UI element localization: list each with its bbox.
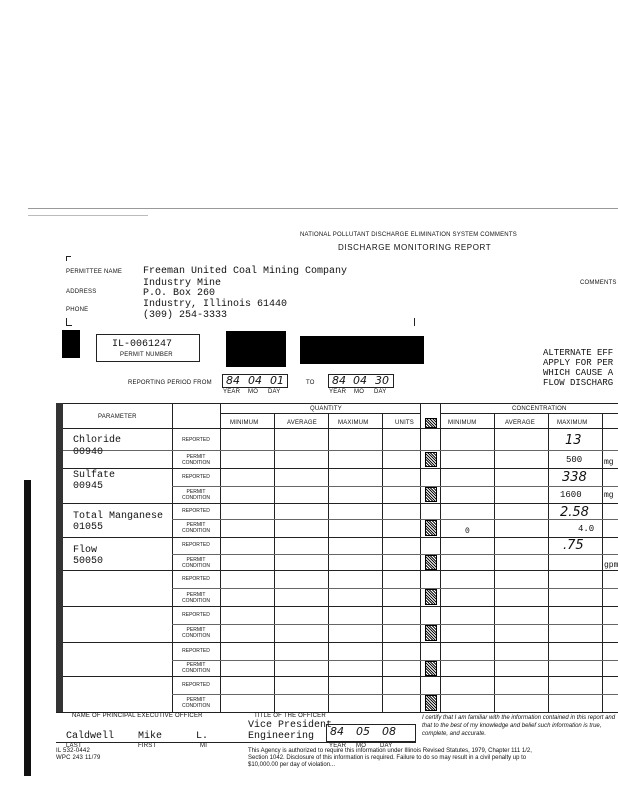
row-rule bbox=[63, 450, 618, 451]
from-day-label: DAY bbox=[268, 389, 281, 395]
first-label: FIRST bbox=[138, 743, 157, 749]
col-line bbox=[602, 413, 603, 713]
reported-label: REPORTED bbox=[182, 437, 210, 443]
hatched-cell bbox=[425, 487, 437, 502]
reporting-period-label: REPORTING PERIOD FROM bbox=[128, 380, 212, 386]
quantity-min-header: MINIMUM bbox=[230, 420, 259, 426]
to-month-label: MO bbox=[354, 389, 365, 395]
phone-label: PHONE bbox=[66, 307, 89, 313]
conc-avg-header: AVERAGE bbox=[505, 420, 535, 426]
signature-day: 08 bbox=[382, 725, 396, 738]
permit-condition-label: PERMIT CONDITION bbox=[181, 662, 211, 674]
hatched-cell bbox=[425, 418, 437, 428]
address-line-1: Industry Mine bbox=[143, 278, 222, 289]
phone-value: (309) 254-3333 bbox=[143, 310, 228, 321]
row-rule bbox=[172, 554, 618, 555]
permit-condition-label: PERMIT CONDITION bbox=[181, 592, 211, 604]
table-top-border bbox=[56, 403, 618, 404]
reported-maximum: 338 bbox=[562, 470, 587, 485]
redaction-box bbox=[300, 336, 424, 364]
row-rule bbox=[63, 676, 618, 677]
to-month: 04 bbox=[353, 374, 367, 387]
officer-title-2: Engineering bbox=[248, 731, 315, 742]
quantity-max-header: MAXIMUM bbox=[338, 420, 369, 426]
from-year-label: YEAR bbox=[223, 389, 241, 395]
permit-maximum: 4.0 bbox=[578, 524, 595, 534]
quantity-header: QUANTITY bbox=[310, 406, 342, 412]
permit-condition-label: PERMIT CONDITION bbox=[181, 697, 211, 709]
scan-edge-line bbox=[28, 215, 148, 216]
conc-max-header: MAXIMUM bbox=[557, 420, 588, 426]
officer-title-1: Vice President bbox=[248, 720, 333, 731]
redaction-box bbox=[62, 330, 80, 358]
agency-line: NATIONAL POLLUTANT DISCHARGE ELIMINATION SYSTEM COMMENTS bbox=[300, 232, 517, 238]
hatched-cell bbox=[425, 452, 437, 467]
row-rule bbox=[63, 642, 618, 643]
to-day: 30 bbox=[375, 374, 389, 387]
certification-statement: I certify that I am familiar with the information contained in this report and that to the best of my knowledge and belief such information is true, complete, and accurate. bbox=[422, 715, 616, 737]
comments-label: COMMENTS bbox=[580, 280, 617, 286]
reported-label: REPORTED bbox=[182, 576, 210, 582]
parameter-name: Chloride bbox=[73, 435, 122, 446]
header-bottom-rule bbox=[63, 428, 618, 429]
row-rule bbox=[172, 660, 618, 661]
hatched-cell bbox=[425, 520, 437, 536]
form-id-2: WPC 243 11/79 bbox=[56, 755, 101, 761]
to-year-label: YEAR bbox=[329, 389, 347, 395]
form-id-1: IL 532-0442 bbox=[56, 748, 91, 754]
officer-middle-initial: L. bbox=[196, 731, 209, 742]
permit-condition-label: PERMIT CONDITION bbox=[181, 557, 211, 569]
permit-condition-label: PERMIT CONDITION bbox=[181, 454, 211, 466]
sig-month-label: MO bbox=[356, 743, 367, 749]
parameter-code: 00945 bbox=[73, 481, 104, 492]
row-rule bbox=[172, 519, 618, 520]
permit-condition-label: PERMIT CONDITION bbox=[181, 489, 211, 501]
to-day-label: DAY bbox=[374, 389, 387, 395]
authority-statement: This Agency is authorized to require this information under Illinois Revised Statutes, 1979, Chapter 111 1/2, Section 1042. Disclosure of this information is required. Failure to do so may result in a civil penalty up to $10,000.00 per day of violation... bbox=[248, 748, 532, 768]
row-rule bbox=[172, 624, 618, 625]
reported-label: REPORTED bbox=[182, 508, 210, 514]
from-year: 84 bbox=[226, 374, 240, 387]
permit-number-label: PERMIT NUMBER bbox=[120, 352, 173, 358]
officer-name-label: NAME OF PRINCIPAL EXECUTIVE OFFICER bbox=[72, 713, 203, 719]
scan-edge-line bbox=[28, 208, 618, 209]
parameter-name: Total Manganese bbox=[73, 511, 164, 522]
header-rule bbox=[220, 413, 420, 414]
parameter-code: 00940 bbox=[73, 447, 104, 458]
address-line-3: Industry, Illinois 61440 bbox=[143, 299, 288, 310]
alternate-note: ALTERNATE EFF APPLY FOR PER WHICH CAUSE A FLOW DISCHARG bbox=[543, 348, 614, 388]
officer-last-name: Caldwell bbox=[66, 731, 115, 742]
col-line bbox=[494, 413, 495, 713]
row-rule bbox=[63, 537, 618, 538]
hatched-cell bbox=[425, 555, 437, 570]
row-rule bbox=[172, 486, 618, 487]
permit-maximum: 1600 bbox=[560, 490, 582, 500]
report-title: DISCHARGE MONITORING REPORT bbox=[338, 243, 492, 252]
to-year: 84 bbox=[332, 374, 346, 387]
parameter-name: Sulfate bbox=[73, 470, 116, 481]
permit-condition-label: PERMIT CONDITION bbox=[181, 522, 211, 534]
signature-month: 05 bbox=[356, 725, 370, 738]
col-line bbox=[328, 413, 329, 713]
reported-maximum: 2.58 bbox=[560, 505, 589, 520]
mi-label: MI bbox=[200, 743, 208, 749]
reported-label: REPORTED bbox=[182, 542, 210, 548]
table-left-bar bbox=[56, 403, 63, 713]
row-rule bbox=[63, 606, 618, 607]
row-rule bbox=[63, 503, 618, 504]
parameter-name: Flow bbox=[73, 545, 98, 556]
quantity-avg-header: AVERAGE bbox=[287, 420, 317, 426]
permittee-name: Freeman United Coal Mining Company bbox=[143, 266, 348, 277]
last-label: LAST bbox=[66, 743, 82, 749]
quantity-units-header: UNITS bbox=[395, 420, 414, 426]
corner-mark bbox=[414, 318, 415, 326]
permittee-name-label: PERMITTEE NAME bbox=[66, 269, 123, 275]
row-rule bbox=[172, 588, 618, 589]
address-label: ADDRESS bbox=[66, 289, 97, 295]
officer-first-name: Mike bbox=[138, 731, 163, 742]
sig-year-label: YEAR bbox=[329, 743, 347, 749]
reported-label: REPORTED bbox=[182, 474, 210, 480]
parameter-code: 01055 bbox=[73, 522, 104, 533]
officer-title-label: TITLE OF THE OFFICER bbox=[254, 713, 326, 719]
parameter-code: 50050 bbox=[73, 556, 104, 567]
signature-year: 84 bbox=[330, 725, 344, 738]
reported-label: REPORTED bbox=[182, 648, 210, 654]
row-rule bbox=[63, 570, 618, 571]
to-label: TO bbox=[306, 380, 315, 386]
concentration-header: CONCENTRATION bbox=[512, 406, 567, 412]
concentration-unit: gpm bbox=[604, 561, 618, 570]
reported-maximum: .75 bbox=[563, 538, 584, 553]
concentration-unit: mg bbox=[604, 491, 614, 500]
corner-mark bbox=[66, 256, 67, 261]
reported-maximum: 13 bbox=[565, 433, 582, 448]
hatched-cell bbox=[425, 661, 437, 676]
permit-number: IL-0061247 bbox=[112, 339, 173, 350]
parameter-header: PARAMETER bbox=[98, 414, 137, 420]
col-line bbox=[274, 413, 275, 713]
reported-label: REPORTED bbox=[182, 612, 210, 618]
redaction-box bbox=[226, 331, 286, 367]
from-month: 04 bbox=[248, 374, 262, 387]
address-line-2: P.O. Box 260 bbox=[143, 288, 216, 299]
from-month-label: MO bbox=[248, 389, 259, 395]
reported-label: REPORTED bbox=[182, 682, 210, 688]
from-day: 01 bbox=[270, 374, 284, 387]
permit-minimum: 0 bbox=[465, 527, 470, 536]
corner-mark bbox=[66, 325, 72, 326]
hatched-cell bbox=[425, 589, 437, 605]
hatched-cell bbox=[425, 625, 437, 641]
header-rule bbox=[440, 413, 618, 414]
permit-condition-label: PERMIT CONDITION bbox=[181, 627, 211, 639]
sig-day-label: DAY bbox=[380, 743, 393, 749]
conc-min-header: MINIMUM bbox=[448, 420, 477, 426]
col-line bbox=[548, 413, 549, 713]
row-rule bbox=[63, 468, 618, 469]
col-line bbox=[382, 413, 383, 713]
scan-edge-bar bbox=[24, 480, 31, 776]
permit-maximum: 500 bbox=[566, 455, 583, 465]
concentration-unit: mg bbox=[604, 458, 614, 467]
row-rule bbox=[172, 694, 618, 695]
hatched-cell bbox=[425, 695, 437, 711]
